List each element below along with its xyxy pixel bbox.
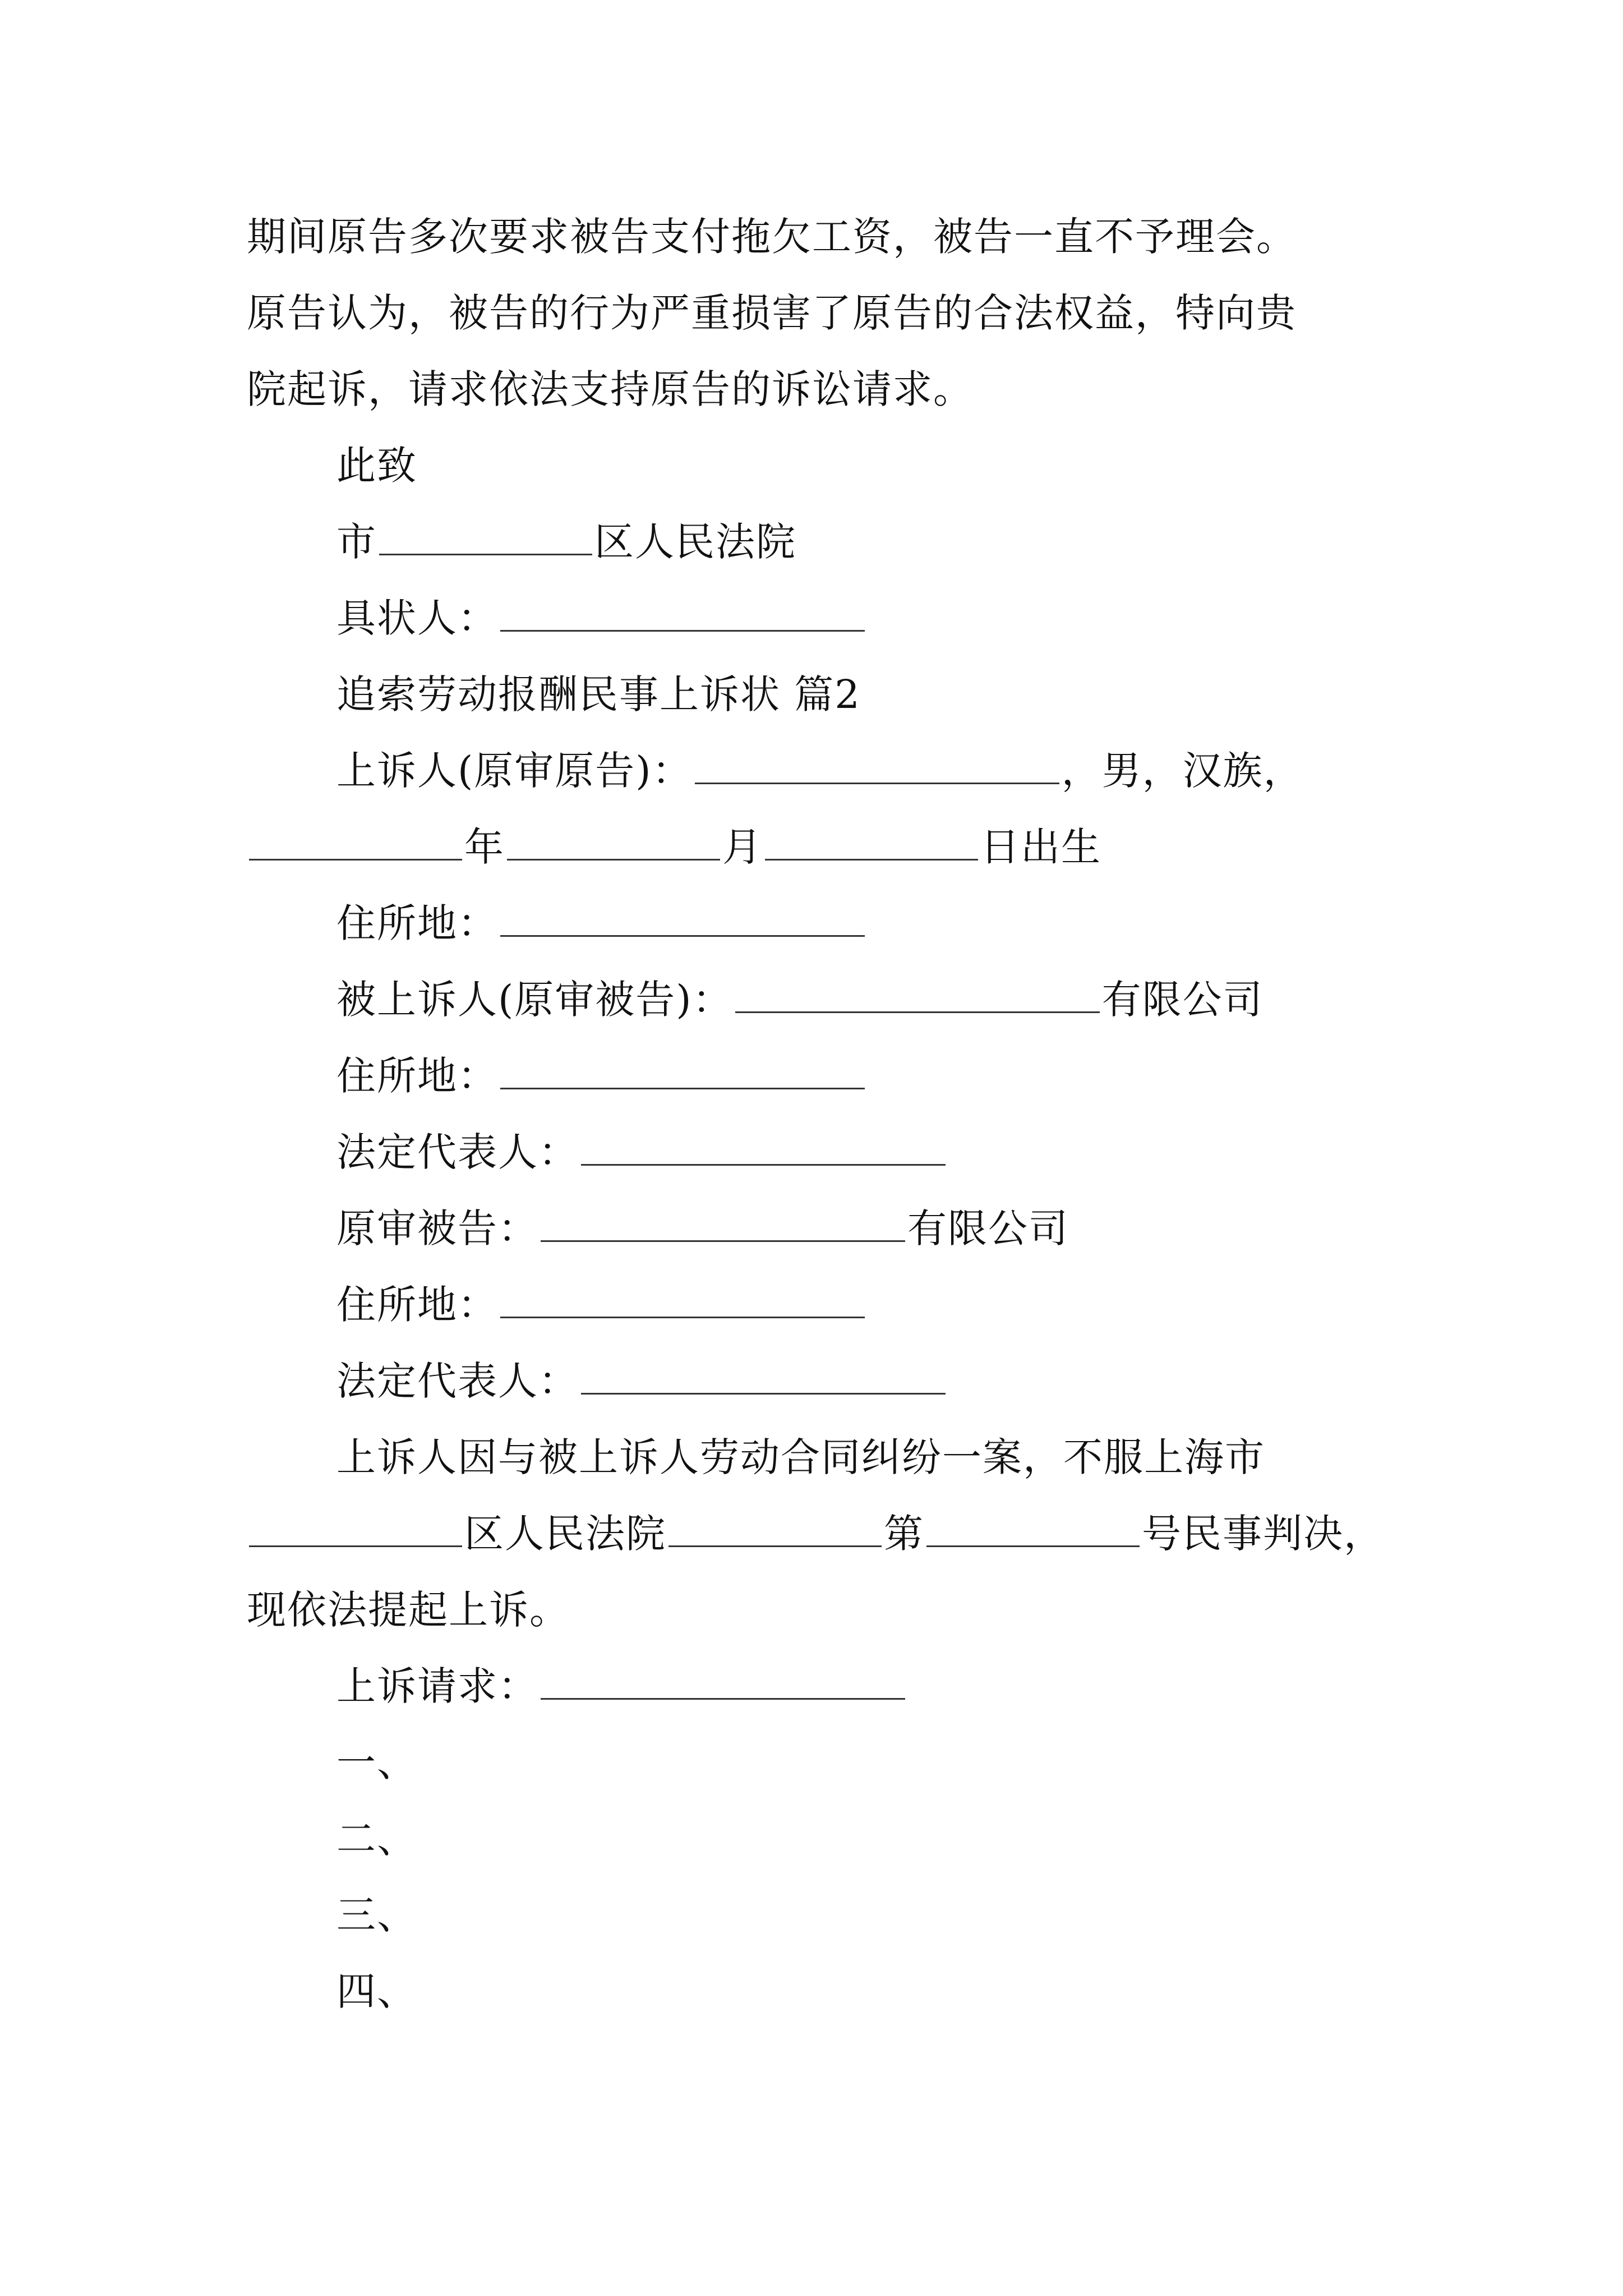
appellant-address-label: 住所地： (336, 900, 498, 946)
original-defendant-line (336, 1200, 1069, 1257)
original-defendant-company-suffix: 有限公司 (907, 1205, 1069, 1251)
appeal-statement-line-2 (247, 1506, 1384, 1562)
appellee-company-suffix: 有限公司 (1101, 977, 1264, 1023)
original-defendant-address-line (336, 1277, 867, 1333)
signer-label: 具状人： (336, 595, 498, 641)
request-item (336, 1963, 417, 2019)
birth-year-blank[interactable] (249, 820, 462, 861)
original-defendant-label: 原审被告： (336, 1205, 538, 1251)
appeal-statement-line-3 (247, 1582, 570, 1638)
original-defendant-rep-line (336, 1353, 948, 1409)
original-defendant-address-blank[interactable] (500, 1277, 865, 1318)
request-item-number: 一、 (336, 1740, 417, 1786)
intro-text-1: 期间原告多次要求被告支付拖欠工资，被告一直不予理会。 (247, 214, 1297, 260)
appellant-name-blank[interactable] (695, 743, 1059, 784)
appeal-di: 第 (884, 1511, 924, 1557)
salutation (336, 438, 417, 494)
original-defendant-rep-blank[interactable] (581, 1354, 946, 1395)
appellant-address-line (336, 895, 867, 951)
original-defendant-address-label: 住所地： (336, 1282, 498, 1328)
requests-label: 上诉请求： (336, 1663, 538, 1709)
salutation-text: 此致 (336, 443, 417, 489)
appeal-case-year-blank[interactable] (668, 1506, 882, 1547)
section-title (336, 666, 861, 723)
appellee-address-line (336, 1048, 867, 1104)
intro-line-2 (247, 285, 1297, 341)
birth-year-label: 年 (464, 824, 505, 870)
request-item-number: 三、 (336, 1892, 417, 1938)
intro-line-3 (247, 361, 974, 417)
request-item (336, 1887, 417, 1943)
appeal-district-blank[interactable] (249, 1506, 462, 1547)
appeal-case-number-blank[interactable] (926, 1506, 1140, 1547)
appellee-rep-label: 法定代表人： (336, 1129, 579, 1175)
appellee-address-blank[interactable] (500, 1048, 865, 1089)
appellee-rep-blank[interactable] (581, 1125, 946, 1166)
request-item-number: 二、 (336, 1816, 417, 1862)
original-defendant-rep-label: 法定代表人： (336, 1358, 579, 1404)
court-suffix: 区人民法院 (594, 519, 796, 565)
appellee-company-blank[interactable] (735, 972, 1100, 1013)
intro-text-3: 院起诉，请求依法支持原告的诉讼请求。 (247, 366, 974, 412)
birth-month-label: 月 (722, 824, 763, 870)
birth-day-label: 日出生 (980, 824, 1101, 870)
requests-blank[interactable] (541, 1659, 905, 1700)
appellee-line (336, 972, 1264, 1028)
appeal-judgment: 号民事判决， (1142, 1511, 1384, 1557)
appellee-label: 被上诉人(原审被告)： (336, 977, 733, 1023)
court-district-blank[interactable] (379, 514, 592, 555)
appellee-rep-line (336, 1124, 948, 1180)
original-defendant-company-blank[interactable] (541, 1201, 905, 1242)
appellee-address-label: 住所地： (336, 1053, 498, 1099)
court-prefix: 市 (336, 519, 377, 565)
section-title-text: 追索劳动报酬民事上诉状 篇2 (336, 671, 861, 717)
appeal-statement-text-3: 现依法提起上诉。 (247, 1587, 570, 1633)
signer-blank[interactable] (500, 591, 865, 632)
appeal-statement-text-1: 上诉人因与被上诉人劳动合同纠纷一案，不服上海市 (336, 1434, 1265, 1480)
signer-line (336, 590, 867, 646)
appeal-court-suffix: 区人民法院 (464, 1511, 666, 1557)
birth-day-blank[interactable] (765, 820, 978, 861)
intro-line-1 (247, 209, 1297, 265)
appellant-gender-ethnicity: ，男，汉族， (1061, 748, 1304, 794)
birth-month-blank[interactable] (507, 820, 720, 861)
appellant-label: 上诉人(原审原告)： (336, 748, 693, 794)
appeal-statement-line-1 (336, 1429, 1265, 1485)
request-item (336, 1734, 417, 1791)
request-item-number: 四、 (336, 1968, 417, 2014)
request-item (336, 1811, 417, 1867)
appellant-line (336, 743, 1304, 799)
intro-text-2: 原告认为，被告的行为严重损害了原告的合法权益，特向贵 (247, 290, 1297, 336)
requests-line (336, 1658, 907, 1714)
appellant-birth-line (247, 819, 1101, 875)
court-line (336, 514, 796, 570)
appellant-address-blank[interactable] (500, 896, 865, 937)
